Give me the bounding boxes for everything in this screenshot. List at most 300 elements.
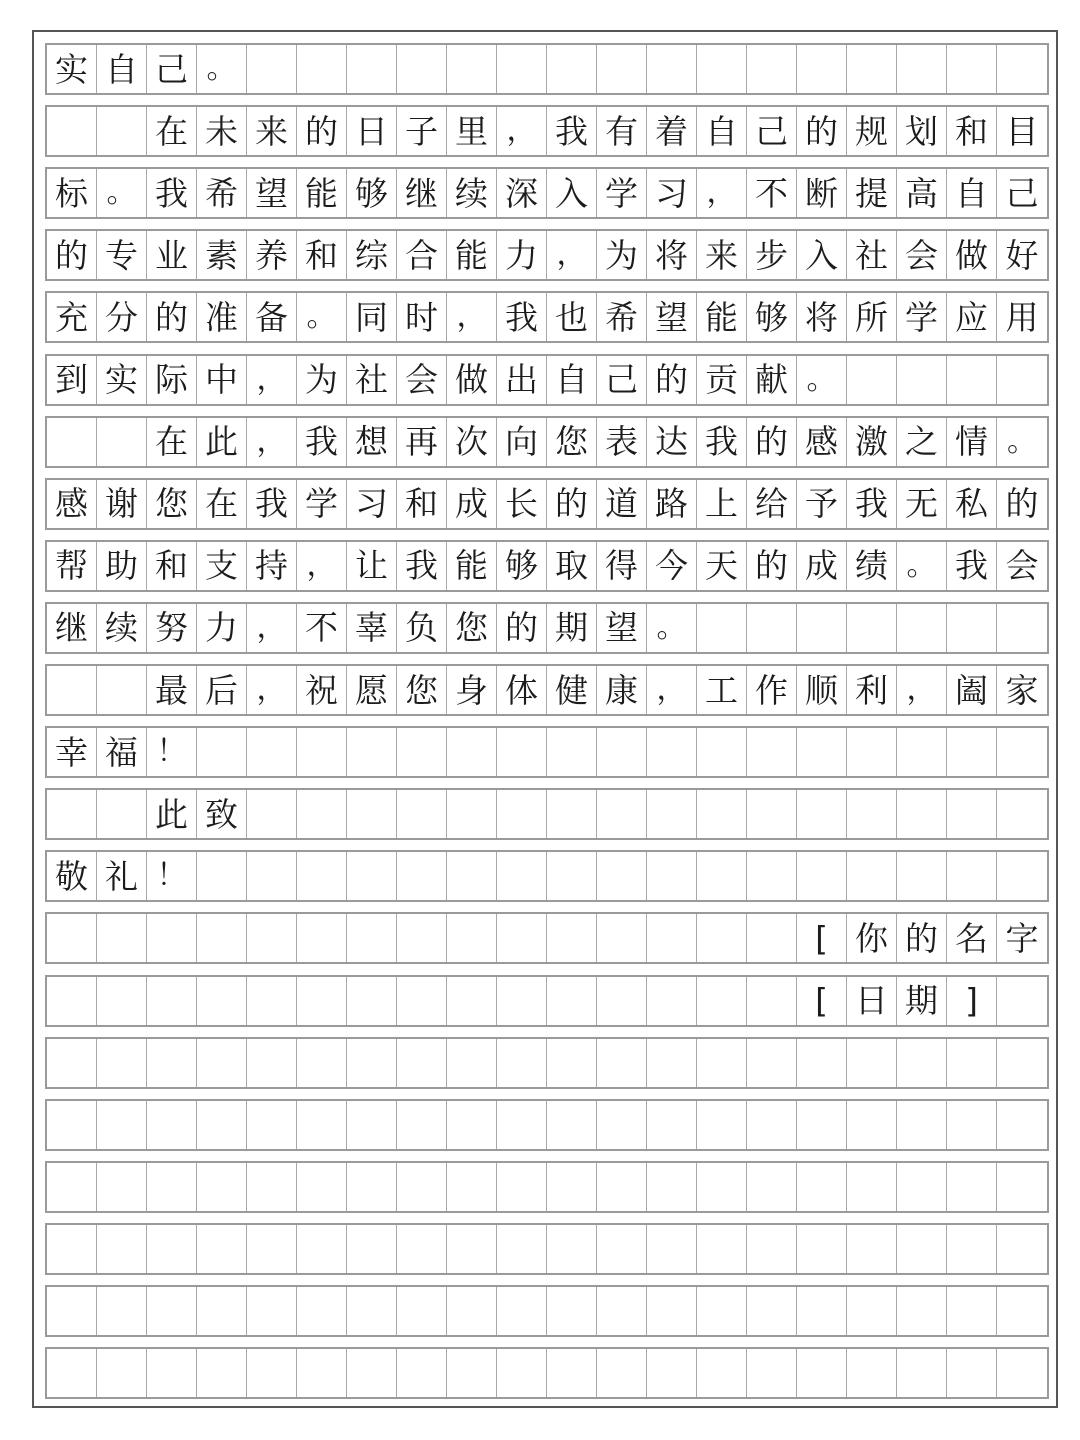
grid-cell (197, 1287, 247, 1335)
grid-cell (997, 1039, 1047, 1087)
grid-cell (847, 356, 897, 404)
grid-cell (597, 977, 647, 1025)
grid-cell (697, 45, 747, 93)
grid-cell (597, 914, 647, 962)
grid-cell: 己 (147, 45, 197, 93)
grid-cell (297, 790, 347, 838)
grid-cell: 自 (947, 169, 997, 217)
grid-cell (297, 914, 347, 962)
grid-cell (747, 1349, 797, 1397)
grid-cell: 愿 (347, 666, 397, 714)
grid-cell: 福 (97, 728, 147, 776)
grid-cell: 我 (147, 169, 197, 217)
grid-cell: 希 (197, 169, 247, 217)
grid-cell (47, 1225, 97, 1273)
grid-cell: 社 (847, 231, 897, 279)
grid-cell: ， (447, 293, 497, 341)
grid-cell: 来 (247, 107, 297, 155)
grid-cell: ， (297, 542, 347, 590)
grid-row (45, 167, 1049, 219)
grid-cell: 的 (147, 293, 197, 341)
grid-cell: 为 (297, 356, 347, 404)
grid-cell: 的 (47, 231, 97, 279)
grid-cell (397, 45, 447, 93)
grid-cell (247, 977, 297, 1025)
grid-cell: 贡 (697, 356, 747, 404)
grid-cell: 情 (947, 418, 997, 466)
grid-cell: 家 (1005, 670, 1039, 710)
grid-cell (647, 45, 697, 93)
grid-cell (247, 1225, 297, 1273)
grid-cell (647, 977, 697, 1025)
grid-cell (697, 790, 747, 838)
grid-cell (697, 1349, 747, 1397)
grid-cell (147, 1225, 197, 1273)
grid-cell (497, 45, 547, 93)
grid-cell (847, 852, 897, 900)
grid-cell: 我 (697, 418, 747, 466)
grid-cell (147, 1039, 197, 1087)
grid-cell (597, 1287, 647, 1335)
grid-cell: ， (897, 666, 947, 714)
grid-cell (597, 852, 647, 900)
grid-cell: 断 (797, 169, 847, 217)
grid-cell (897, 852, 947, 900)
grid-cell: 希 (597, 293, 647, 341)
grid-cell: 规 (847, 107, 897, 155)
grid-cell (397, 1101, 447, 1149)
grid-row (45, 788, 1049, 840)
grid-cell: 幸 (47, 728, 97, 776)
grid-cell: 敬 (47, 852, 97, 900)
grid-cell: ， (247, 666, 297, 714)
grid-row (45, 478, 1049, 530)
grid-cell: ， (247, 418, 297, 466)
grid-cell (747, 852, 797, 900)
grid-cell (547, 1287, 597, 1335)
grid-cell (47, 1349, 97, 1397)
grid-cell: 不 (297, 604, 347, 652)
grid-cell: 够 (747, 293, 797, 341)
grid-cell (997, 1225, 1047, 1273)
grid-cell (747, 45, 797, 93)
grid-cell: 康 (597, 666, 647, 714)
grid-cell (997, 852, 1047, 900)
grid-cell (147, 977, 197, 1025)
grid-cell: 能 (447, 542, 497, 590)
grid-cell (597, 1225, 647, 1273)
grid-cell: 您 (397, 666, 447, 714)
grid-cell (747, 977, 797, 1025)
grid-cell: 的 (1005, 484, 1039, 524)
grid-cell: 高 (897, 169, 947, 217)
grid-cell: 同 (347, 293, 397, 341)
grid-cell (47, 1287, 97, 1335)
grid-cell: 自 (97, 45, 147, 93)
grid-cell: 献 (747, 356, 797, 404)
grid-cell (97, 1287, 147, 1335)
grid-cell: 继 (397, 169, 447, 217)
grid-cell (997, 1349, 1047, 1397)
grid-cell: 路 (647, 480, 697, 528)
grid-cell (697, 604, 747, 652)
grid-cell: 深 (497, 169, 547, 217)
grid-cell (947, 604, 997, 652)
grid-cell (347, 1287, 397, 1335)
grid-cell: 感 (47, 480, 97, 528)
grid-cell (347, 790, 397, 838)
grid-cell (697, 914, 747, 962)
grid-cell: 无 (897, 480, 947, 528)
grid-cell: 在 (197, 480, 247, 528)
grid-cell (897, 1163, 947, 1211)
grid-cell (847, 1225, 897, 1273)
grid-cell (897, 356, 947, 404)
grid-cell (97, 914, 147, 962)
grid-cell (947, 356, 997, 404)
grid-row (45, 850, 1049, 902)
grid-cell: 您 (147, 480, 197, 528)
grid-cell: 祝 (297, 666, 347, 714)
grid-cell (897, 1039, 947, 1087)
grid-cell (797, 1101, 847, 1149)
grid-cell (247, 914, 297, 962)
grid-row (45, 291, 1049, 343)
grid-cell: 目 (1005, 111, 1039, 151)
grid-cell: 做 (947, 231, 997, 279)
composition-sheet (32, 30, 1058, 1408)
grid-cell: 够 (347, 169, 397, 217)
grid-cell (147, 914, 197, 962)
grid-cell: 最 (147, 666, 197, 714)
grid-cell: 名 (947, 914, 997, 962)
grid-cell (297, 1039, 347, 1087)
grid-cell: 和 (947, 107, 997, 155)
grid-cell: ， (247, 356, 297, 404)
grid-cell (197, 728, 247, 776)
grid-cell (597, 790, 647, 838)
grid-cell (97, 1039, 147, 1087)
grid-cell (497, 1039, 547, 1087)
grid-cell: 学 (297, 480, 347, 528)
grid-cell (897, 728, 947, 776)
grid-cell (397, 914, 447, 962)
grid-cell: 和 (397, 480, 447, 528)
grid-row (45, 912, 1049, 964)
grid-cell (647, 1163, 697, 1211)
grid-cell: 天 (697, 542, 747, 590)
grid-cell (747, 1287, 797, 1335)
grid-cell: 够 (497, 542, 547, 590)
grid-cell (97, 107, 147, 155)
grid-cell (897, 1287, 947, 1335)
grid-cell (847, 1163, 897, 1211)
grid-cell: 的 (297, 107, 347, 155)
grid-cell (297, 977, 347, 1025)
grid-cell (897, 1101, 947, 1149)
grid-cell (947, 1287, 997, 1335)
grid-cell: 望 (597, 604, 647, 652)
grid-cell (997, 604, 1047, 652)
grid-cell: 努 (147, 604, 197, 652)
grid-cell (197, 1163, 247, 1211)
grid-cell (397, 1287, 447, 1335)
grid-cell (547, 1349, 597, 1397)
grid-cell (447, 1349, 497, 1397)
grid-cell: 身 (447, 666, 497, 714)
grid-cell (197, 977, 247, 1025)
grid-cell: 负 (397, 604, 447, 652)
grid-cell: 谢 (97, 480, 147, 528)
grid-cell: 工 (697, 666, 747, 714)
grid-cell (447, 45, 497, 93)
grid-cell (447, 1039, 497, 1087)
grid-cell (347, 1163, 397, 1211)
grid-cell (947, 790, 997, 838)
grid-cell: [ (797, 914, 847, 962)
grid-cell (397, 1225, 447, 1273)
grid-cell (347, 977, 397, 1025)
grid-cell (47, 914, 97, 962)
grid-cell (547, 790, 597, 838)
grid-cell: 字 (1005, 918, 1039, 958)
grid-cell: 来 (697, 231, 747, 279)
grid-cell (297, 852, 347, 900)
grid-cell: 次 (447, 418, 497, 466)
grid-cell (847, 790, 897, 838)
grid-cell (297, 1349, 347, 1397)
grid-cell (797, 728, 847, 776)
grid-cell (997, 790, 1047, 838)
grid-cell (247, 1287, 297, 1335)
grid-cell (547, 1101, 597, 1149)
grid-row (45, 1347, 1049, 1399)
grid-cell (897, 45, 947, 93)
grid-cell: 。 (197, 45, 247, 93)
grid-cell (97, 418, 147, 466)
grid-cell (547, 914, 597, 962)
grid-cell: 时 (397, 293, 447, 341)
grid-cell: 上 (697, 480, 747, 528)
grid-cell: 给 (747, 480, 797, 528)
grid-cell: 达 (647, 418, 697, 466)
grid-cell (47, 1163, 97, 1211)
grid-cell (47, 666, 97, 714)
grid-cell (697, 1225, 747, 1273)
grid-cell (497, 1287, 547, 1335)
grid-cell (497, 1225, 547, 1273)
grid-cell: 帮 (47, 542, 97, 590)
grid-cell (947, 852, 997, 900)
grid-cell (847, 1287, 897, 1335)
grid-cell (347, 1039, 397, 1087)
grid-cell: 我 (497, 293, 547, 341)
grid-cell (797, 45, 847, 93)
grid-cell (347, 45, 397, 93)
grid-cell (647, 852, 697, 900)
grid-cell (497, 728, 547, 776)
grid-cell (997, 1101, 1047, 1149)
grid-cell (647, 914, 697, 962)
grid-cell: 之 (897, 418, 947, 466)
grid-cell: 绩 (847, 542, 897, 590)
grid-cell (847, 728, 897, 776)
grid-row (45, 602, 1049, 654)
grid-cell (947, 1349, 997, 1397)
grid-cell (847, 604, 897, 652)
grid-cell: 中 (197, 356, 247, 404)
grid-cell (847, 1349, 897, 1397)
grid-cell: 此 (197, 418, 247, 466)
grid-row (45, 105, 1049, 157)
grid-cell: 合 (397, 231, 447, 279)
grid-cell: 好 (1005, 235, 1039, 275)
grid-cell: 续 (97, 604, 147, 652)
grid-cell: 得 (597, 542, 647, 590)
grid-cell (897, 1225, 947, 1273)
grid-cell (347, 852, 397, 900)
grid-cell (547, 852, 597, 900)
grid-row (45, 540, 1049, 592)
grid-cell: 习 (647, 169, 697, 217)
grid-cell (747, 1225, 797, 1273)
grid-cell (447, 1287, 497, 1335)
grid-cell (797, 1225, 847, 1273)
grid-cell: 的 (897, 914, 947, 962)
grid-cell (647, 1101, 697, 1149)
grid-cell (47, 790, 97, 838)
grid-cell: 备 (247, 293, 297, 341)
grid-cell (947, 1039, 997, 1087)
grid-cell: 我 (397, 542, 447, 590)
grid-cell: 实 (47, 45, 97, 93)
grid-cell (347, 1101, 397, 1149)
grid-cell: ] (947, 977, 997, 1025)
grid-cell: 私 (947, 480, 997, 528)
grid-cell (997, 45, 1047, 93)
grid-cell: 期 (547, 604, 597, 652)
grid-cell: 。 (797, 356, 847, 404)
grid-cell (597, 1101, 647, 1149)
grid-cell: 望 (647, 293, 697, 341)
grid-cell: 望 (247, 169, 297, 217)
grid-cell (847, 1101, 897, 1149)
grid-cell (447, 1163, 497, 1211)
grid-cell (947, 1101, 997, 1149)
grid-cell (197, 1225, 247, 1273)
grid-cell: 和 (297, 231, 347, 279)
grid-cell (147, 1163, 197, 1211)
grid-cell (697, 1287, 747, 1335)
grid-cell: 用 (1005, 297, 1039, 337)
grid-cell: 习 (347, 480, 397, 528)
grid-cell: 予 (797, 480, 847, 528)
grid-cell: 再 (397, 418, 447, 466)
grid-cell: 在 (147, 107, 197, 155)
grid-cell (497, 1163, 547, 1211)
grid-cell (747, 1163, 797, 1211)
grid-cell (547, 1163, 597, 1211)
grid-cell: 能 (297, 169, 347, 217)
grid-cell (747, 604, 797, 652)
grid-cell: 综 (347, 231, 397, 279)
grid-cell (397, 728, 447, 776)
grid-cell (547, 728, 597, 776)
grid-cell (497, 852, 547, 900)
grid-cell (997, 728, 1047, 776)
grid-cell (997, 977, 1047, 1025)
grid-row (45, 664, 1049, 716)
grid-cell: 专 (97, 231, 147, 279)
grid-cell (697, 852, 747, 900)
grid-cell (147, 1349, 197, 1397)
grid-cell: 的 (497, 604, 547, 652)
grid-cell (47, 1039, 97, 1087)
grid-cell: 出 (497, 356, 547, 404)
grid-cell: 自 (697, 107, 747, 155)
grid-cell (247, 852, 297, 900)
grid-cell: 会 (897, 231, 947, 279)
grid-cell: 。 (297, 293, 347, 341)
grid-cell: 未 (197, 107, 247, 155)
grid-cell (847, 1039, 897, 1087)
grid-cell: 将 (647, 231, 697, 279)
grid-cell: 我 (947, 542, 997, 590)
grid-cell (147, 1101, 197, 1149)
grid-cell (947, 1225, 997, 1273)
grid-cell: 子 (397, 107, 447, 155)
grid-row (45, 975, 1049, 1027)
grid-cell (897, 790, 947, 838)
grid-cell (97, 790, 147, 838)
grid-cell: 里 (447, 107, 497, 155)
grid-cell: 今 (647, 542, 697, 590)
grid-cell: 入 (547, 169, 597, 217)
grid-cell: 入 (797, 231, 847, 279)
grid-cell: 提 (847, 169, 897, 217)
grid-cell: 阖 (947, 666, 997, 714)
grid-row (45, 416, 1049, 468)
grid-cell (447, 790, 497, 838)
grid-cell: 的 (747, 418, 797, 466)
grid-cell (397, 977, 447, 1025)
grid-cell: 为 (597, 231, 647, 279)
grid-cell (297, 1101, 347, 1149)
grid-cell: 成 (447, 480, 497, 528)
grid-cell (497, 977, 547, 1025)
grid-cell: 体 (497, 666, 547, 714)
grid-cell (497, 914, 547, 962)
grid-cell: 激 (847, 418, 897, 466)
grid-cell (47, 418, 97, 466)
grid-cell (297, 1287, 347, 1335)
grid-cell: 利 (847, 666, 897, 714)
grid-cell: 社 (347, 356, 397, 404)
grid-row (45, 1223, 1049, 1275)
grid-cell: 期 (897, 977, 947, 1025)
grid-row (45, 726, 1049, 778)
grid-cell (647, 1039, 697, 1087)
grid-cell: 会 (1005, 546, 1039, 586)
grid-cell (547, 1225, 597, 1273)
grid-cell: 学 (897, 293, 947, 341)
grid-cell: 能 (697, 293, 747, 341)
grid-cell: 业 (147, 231, 197, 279)
grid-cell: 际 (147, 356, 197, 404)
grid-row (45, 1099, 1049, 1151)
grid-cell (797, 1349, 847, 1397)
grid-cell (747, 1039, 797, 1087)
